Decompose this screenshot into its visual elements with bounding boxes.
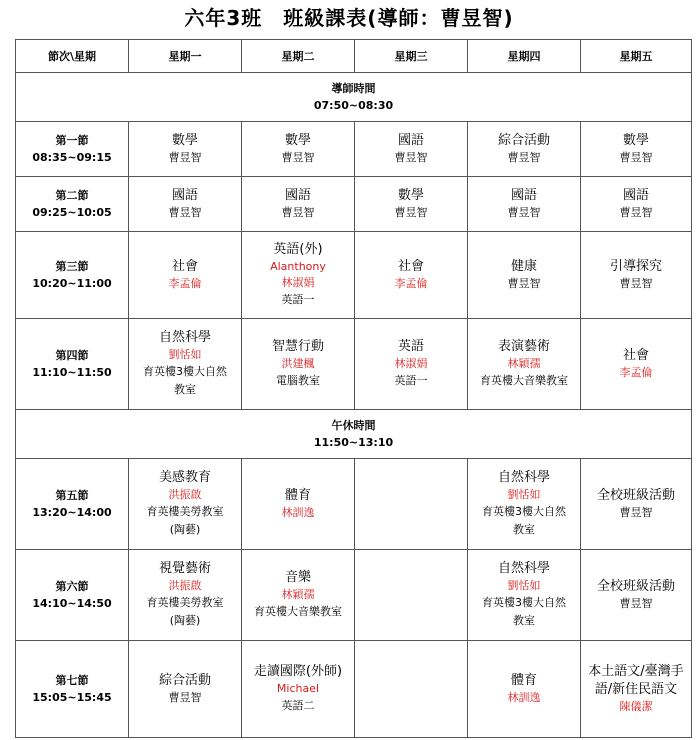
room-name: 育英樓美勞教室 [146, 596, 224, 609]
class-cell [355, 550, 468, 641]
room-name: 育英樓3樓大自然 [143, 365, 227, 378]
subject-name: 國語 [622, 188, 649, 203]
subject-name: 綜合活動 [158, 673, 211, 688]
header-tuesday: 星期二 [242, 40, 355, 73]
header-thursday: 星期四 [468, 40, 581, 73]
period-name: 第五節 [55, 489, 89, 502]
period-cell [16, 459, 129, 550]
period-row [16, 319, 692, 410]
class-cell [355, 177, 468, 232]
class-cell [242, 177, 355, 232]
period-name: 第七節 [55, 674, 89, 687]
class-cell [468, 641, 581, 738]
subject-name: 走讀國際(外師) [253, 664, 343, 679]
subject-name: 英語(外) [273, 242, 323, 257]
timetable [15, 39, 692, 738]
subject-name: 國語 [510, 188, 537, 203]
period-time: 11:10~11:50 [32, 366, 112, 379]
period-row [16, 641, 692, 738]
class-cell [581, 641, 692, 738]
class-cell [242, 319, 355, 410]
class-cell [129, 177, 242, 232]
teacher-name: 曹昱智 [507, 206, 541, 219]
lunch-label: 午休時間 [331, 419, 376, 432]
period-name: 第二節 [55, 189, 89, 202]
teacher-name: 曹昱智 [507, 151, 541, 164]
teacher-name: 林穎孺 [507, 357, 541, 370]
room-name: 育英樓美勞教室 [146, 505, 224, 518]
homeroom-time: 07:50~08:30 [313, 99, 394, 112]
teacher-name: 林淑娟 [394, 357, 428, 370]
room-name: 英語二 [281, 699, 315, 712]
teacher-name: 曹昱智 [619, 597, 653, 610]
teacher-name: 曹昱智 [394, 151, 428, 164]
teacher-name: 曹昱智 [394, 206, 428, 219]
class-cell [581, 122, 692, 177]
room-name: 電腦教室 [276, 374, 320, 387]
period-cell [16, 550, 129, 641]
class-cell [129, 122, 242, 177]
homeroom-label: 導師時間 [331, 82, 376, 95]
subject-name: 數學 [622, 133, 649, 148]
period-time: 09:25~10:05 [32, 206, 112, 219]
teacher-name: Michael [276, 682, 320, 695]
teacher-name: 曹昱智 [619, 506, 653, 519]
teacher-name: 曹昱智 [281, 151, 315, 164]
teacher-name: 林訓逸 [281, 506, 315, 519]
teacher-name: 洪振啟 [168, 488, 202, 501]
room-name: 育英樓3樓大自然 [482, 596, 566, 609]
period-row [16, 550, 692, 641]
class-cell [242, 122, 355, 177]
class-cell [581, 232, 692, 319]
subject-name: 數學 [284, 133, 311, 148]
period-cell [16, 177, 129, 232]
period-name: 第四節 [55, 349, 89, 362]
page-title: 六年3班 班級課表(導師：曹昱智) [184, 6, 514, 30]
room-name: (陶藝) [169, 523, 201, 536]
period-time: 14:10~14:50 [32, 597, 112, 610]
period-name: 第三節 [55, 260, 89, 273]
class-cell [355, 319, 468, 410]
class-cell [468, 459, 581, 550]
subject-name: 音樂 [284, 570, 311, 585]
teacher-name: 劉恬如 [507, 579, 541, 592]
class-cell [129, 550, 242, 641]
subject-name: 國語 [397, 133, 424, 148]
class-cell [468, 232, 581, 319]
teacher-name: 曹昱智 [168, 151, 202, 164]
teacher-name: 李孟倫 [619, 366, 653, 379]
room-name: 教室 [513, 523, 535, 536]
subject-name: 綜合活動 [497, 133, 550, 148]
subject-name: 社會 [397, 259, 424, 274]
subject-name: 國語 [284, 188, 311, 203]
room-name: 英語一 [281, 293, 315, 306]
period-cell [16, 641, 129, 738]
subject-name: 自然科學 [158, 330, 211, 345]
lunch-row [16, 410, 692, 459]
class-cell [242, 232, 355, 319]
class-cell [242, 550, 355, 641]
subject-name: 社會 [622, 348, 649, 363]
teacher-name: 林淑娟 [281, 276, 315, 289]
class-cell [468, 550, 581, 641]
period-row [16, 122, 692, 177]
class-cell [129, 232, 242, 319]
period-time: 08:35~09:15 [32, 151, 112, 164]
header-monday: 星期一 [129, 40, 242, 73]
class-cell [581, 550, 692, 641]
period-row [16, 459, 692, 550]
room-name: 育英樓大音樂教室 [480, 374, 568, 387]
subject-name: 數學 [397, 188, 424, 203]
teacher-name: 李孟倫 [168, 277, 202, 290]
period-time: 13:20~14:00 [32, 506, 112, 519]
teacher-name: 曹昱智 [168, 206, 202, 219]
class-cell [242, 641, 355, 738]
subject-name: 引導探究 [609, 259, 662, 274]
subject-name: 表演藝術 [497, 339, 550, 354]
period-name: 第一節 [55, 134, 89, 147]
teacher-name: 劉恬如 [168, 348, 202, 361]
class-cell [355, 641, 468, 738]
subject-name: 全校班級活動 [596, 579, 675, 594]
header-wednesday: 星期三 [355, 40, 468, 73]
class-cell [581, 459, 692, 550]
class-cell [581, 177, 692, 232]
teacher-name: 林穎孺 [281, 588, 315, 601]
teacher-name: 陳儀潔 [619, 700, 653, 713]
subject-name: 全校班級活動 [596, 488, 675, 503]
period-time: 15:05~15:45 [32, 691, 112, 704]
period-cell [16, 122, 129, 177]
class-cell [468, 122, 581, 177]
lunch-banner [16, 410, 692, 459]
class-cell [242, 459, 355, 550]
class-cell [468, 177, 581, 232]
subject-name: 體育 [284, 488, 311, 503]
subject-name: 體育 [510, 673, 537, 688]
teacher-name: 曹昱智 [619, 277, 653, 290]
teacher-name: 洪振啟 [168, 579, 202, 592]
header-row [16, 40, 692, 73]
teacher-name: 林訓逸 [507, 691, 541, 704]
subject-name: 國語 [171, 188, 198, 203]
homeroom-banner [16, 73, 692, 122]
class-cell [355, 122, 468, 177]
class-cell [468, 319, 581, 410]
room-name: 育英樓3樓大自然 [482, 505, 566, 518]
class-cell [129, 319, 242, 410]
header-friday: 星期五 [581, 40, 692, 73]
class-cell [129, 641, 242, 738]
subject-name: 自然科學 [497, 561, 550, 576]
teacher-name: 曹昱智 [281, 206, 315, 219]
class-cell [581, 319, 692, 410]
subject-name: 本土語文/臺灣手語/新住民語文 [588, 664, 684, 697]
period-cell [16, 319, 129, 410]
period-row [16, 232, 692, 319]
room-name: 教室 [174, 383, 196, 396]
class-cell [355, 232, 468, 319]
room-name: 育英樓大音樂教室 [254, 605, 342, 618]
teacher-name: 曹昱智 [619, 206, 653, 219]
subject-name: 社會 [171, 259, 198, 274]
teacher-name: Alanthony [270, 260, 326, 273]
subject-name: 智慧行動 [271, 339, 324, 354]
class-cell [355, 459, 468, 550]
period-cell [16, 232, 129, 319]
period-time: 10:20~11:00 [32, 277, 112, 290]
subject-name: 自然科學 [497, 470, 550, 485]
room-name: 英語一 [394, 374, 428, 387]
teacher-name: 曹昱智 [168, 691, 202, 704]
room-name: 教室 [513, 614, 535, 627]
subject-name: 數學 [171, 133, 198, 148]
teacher-name: 洪建楓 [281, 357, 315, 370]
teacher-name: 曹昱智 [619, 151, 653, 164]
teacher-name: 劉恬如 [507, 488, 541, 501]
teacher-name: 李孟倫 [394, 277, 428, 290]
subject-name: 健康 [510, 259, 537, 274]
room-name: (陶藝) [169, 614, 201, 627]
subject-name: 英語 [397, 339, 424, 354]
subject-name: 美感教育 [158, 470, 211, 485]
homeroom-row [16, 73, 692, 122]
subject-name: 視覺藝術 [158, 561, 211, 576]
period-name: 第六節 [55, 580, 89, 593]
lunch-time: 11:50~13:10 [313, 436, 394, 449]
teacher-name: 曹昱智 [507, 277, 541, 290]
header-period-day: 節次\星期 [16, 40, 129, 73]
class-cell [129, 459, 242, 550]
period-row [16, 177, 692, 232]
